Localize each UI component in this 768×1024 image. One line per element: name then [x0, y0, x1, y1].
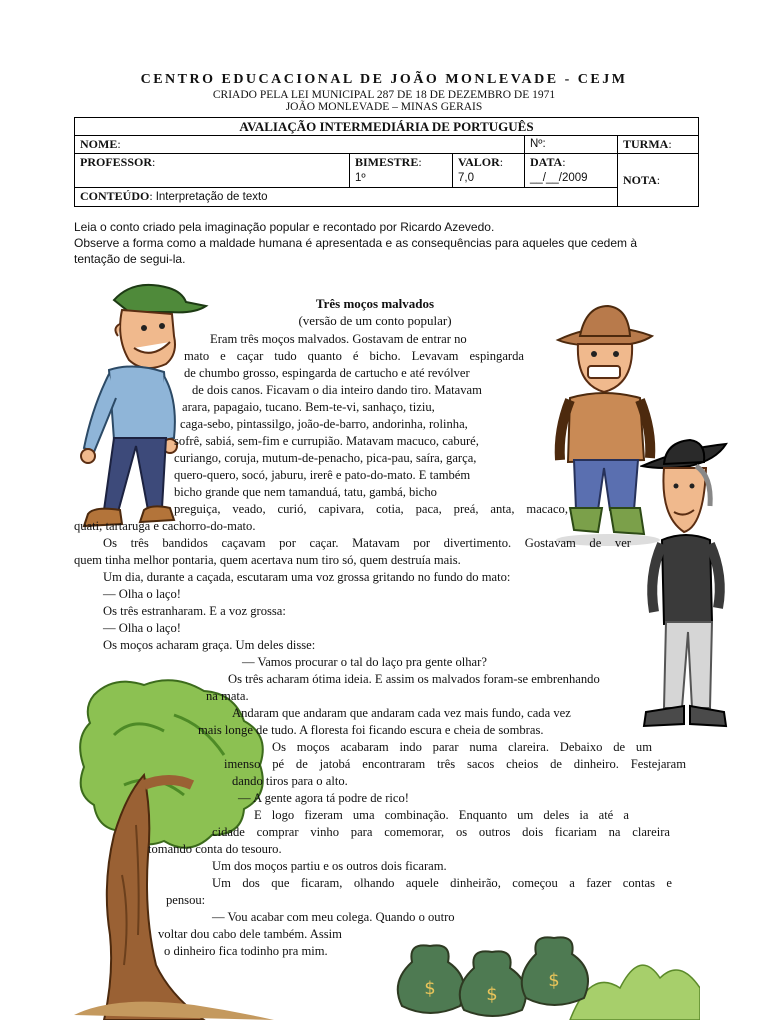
story-line: quero-quero, socó, jaburu, irerê e pato-do-mato. E também — [174, 468, 471, 482]
intro-line-1: Leia o conto criado pela imaginação popular e recontado por Ricardo Azevedo. — [74, 220, 495, 234]
story-title: Três moços malvados — [315, 296, 435, 311]
bimestre-field: BIMESTRE: 1º — [350, 154, 453, 188]
valor-label: VALOR — [458, 155, 500, 169]
story-subtitle: (versão de um conto popular) — [298, 313, 452, 328]
story-line: voltar dou cabo dele também. Assim — [158, 927, 342, 941]
svg-text:$: $ — [486, 984, 498, 1005]
professor-field[interactable]: PROFESSOR: — [75, 154, 350, 188]
turma-field[interactable]: TURMA: — [618, 136, 699, 154]
story-line: na mata. — [206, 689, 249, 703]
school-law: CRIADO PELA LEI MUNICIPAL 287 DE 18 DE DEZEMBRO DE 1971 — [212, 89, 556, 101]
nota-label: NOTA — [623, 172, 657, 187]
story-line: Os três acharam ótima ideia. E assim os malvados foram-se embrenhando — [228, 672, 600, 686]
story-line: Um dos que ficaram, olhando aquele dinheirão, começou a fazer contas e — [212, 876, 672, 890]
story-line: — Vou acabar com meu colega. Quando o outro — [212, 910, 455, 924]
story-line: imenso pé de jatobá encontraram três sacos cheios de dinheiro. Festejaram — [224, 757, 686, 771]
story-line: Um dia, durante a caçada, escutaram uma voz grossa gritando no fundo do mato: — [103, 570, 511, 584]
bimestre-label: BIMESTRE — [355, 155, 419, 169]
conteudo-label: CONTEÚDO — [80, 189, 150, 203]
conteudo-value: Interpretação de texto — [155, 191, 268, 203]
story-line: Um dos moços partiu e os outros dois ficaram. — [212, 859, 447, 873]
svg-text:$: $ — [548, 970, 560, 991]
conteudo-field: CONTEÚDO: Interpretação de texto — [75, 188, 618, 207]
intro-text — [74, 219, 694, 267]
bimestre-value: 1º — [355, 172, 366, 184]
story-line: — Vamos procurar o tal do laço pra gente olhar? — [242, 655, 487, 669]
story-line: sofrê, sabiá, sem-fim e currupião. Matavam macuco, caburé, — [174, 434, 479, 448]
school-name: CENTRO EDUCACIONAL DE JOÃO MONLEVADE - CEJM — [140, 72, 628, 87]
story-line: Andaram que andaram que andaram cada vez mais fundo, cada vez — [232, 706, 571, 720]
story-line: Os moços acabaram indo parar numa clareira. Debaixo de um — [272, 740, 652, 754]
nome-field[interactable]: NOME: — [75, 136, 525, 154]
story-line: — Olha o laço! — [103, 621, 181, 635]
story-line: E logo fizeram uma combinação. Enquanto um deles ia até a — [254, 808, 629, 822]
school-city: JOÃO MONLEVADE – MINAS GERAIS — [285, 101, 483, 113]
svg-text:$: $ — [424, 978, 436, 999]
story-line: de dois canos. Ficavam o dia inteiro dando tiro. Matavam — [192, 383, 482, 397]
story-line: quem tinha melhor pontaria, quem acertava num tiro só, quem destruía mais. — [74, 553, 461, 567]
story-line: preguiça, veado, curió, capivara, cotia, paca, preá, anta, macaco, — [174, 502, 568, 516]
story-line: Os moços acharam graça. Um deles disse: — [103, 638, 316, 652]
story-line: caga-sebo, pintassilgo, joão-de-barro, andorinha, rolinha, — [180, 417, 468, 431]
professor-label: PROFESSOR — [80, 155, 153, 169]
form-title: AVALIAÇÃO INTERMEDIÁRIA DE PORTUGUÊS — [75, 118, 699, 136]
data-value: __/__/2009 — [530, 172, 588, 184]
story-line: — Olha o laço! — [103, 587, 181, 601]
cartoon-man-black-hat-icon — [640, 436, 730, 732]
story-line: de chumbo grosso, espingarda de cartucho e até revólver — [184, 366, 470, 380]
nome-label: NOME — [80, 137, 118, 151]
story-line: quati, tartaruga e cachorro-do-mato. — [74, 519, 256, 533]
story-line: o dinheiro fica todinho pra mim. — [164, 944, 328, 958]
turma-label: TURMA — [623, 137, 669, 151]
story-line: Os três estranharam. E a voz grossa: — [103, 604, 286, 618]
intro-line-2: Observe a forma como a maldade humana é apresentada e as consequências para aqueles que cedem à — [74, 236, 638, 250]
student-info-form — [74, 117, 699, 207]
numero-label: Nº — [530, 138, 543, 150]
story-line: curiango, coruja, mutum-de-penacho, pica-pau, saíra, garça, — [174, 451, 477, 465]
data-label: DATA — [530, 155, 563, 169]
story-line: Eram três moços malvados. Gostavam de entrar no — [210, 332, 467, 346]
intro-line-3: tentação de segui-la. — [74, 252, 186, 266]
money-bags-icon — [390, 928, 700, 1020]
valor-field: VALOR: 7,0 — [453, 154, 525, 188]
story-line: pensou: — [166, 893, 206, 907]
story-line: arara, papagaio, tucano. Bem-te-vi, sanhaço, tiziu, — [182, 400, 435, 414]
story-line: bicho grande que nem tamanduá, tatu, gambá, bicho — [174, 485, 437, 499]
nota-field[interactable]: NOTA: — [618, 154, 699, 207]
story-line: Os três bandidos caçavam por caçar. Matavam por divertimento. Gostavam de ver — [103, 536, 631, 550]
story-line: dando tiros para o alto. — [232, 774, 348, 788]
story-line: tomando conta do tesouro. — [148, 842, 282, 856]
story-line: mais longe de tudo. A floresta foi ficando escura e cheia de sombras. — [198, 723, 544, 737]
valor-value: 7,0 — [458, 172, 474, 184]
story-line: cidade comprar vinho para comemorar, os outros dois ficariam na clareira — [212, 825, 670, 839]
story-line: mato e caçar tudo quanto é bicho. Levavam espingarda — [184, 349, 524, 363]
numero-field[interactable]: Nº: — [525, 136, 618, 154]
data-field[interactable]: DATA: __/__/2009 — [525, 154, 618, 188]
story-line: — A gente agora tá podre de rico! — [238, 791, 409, 805]
